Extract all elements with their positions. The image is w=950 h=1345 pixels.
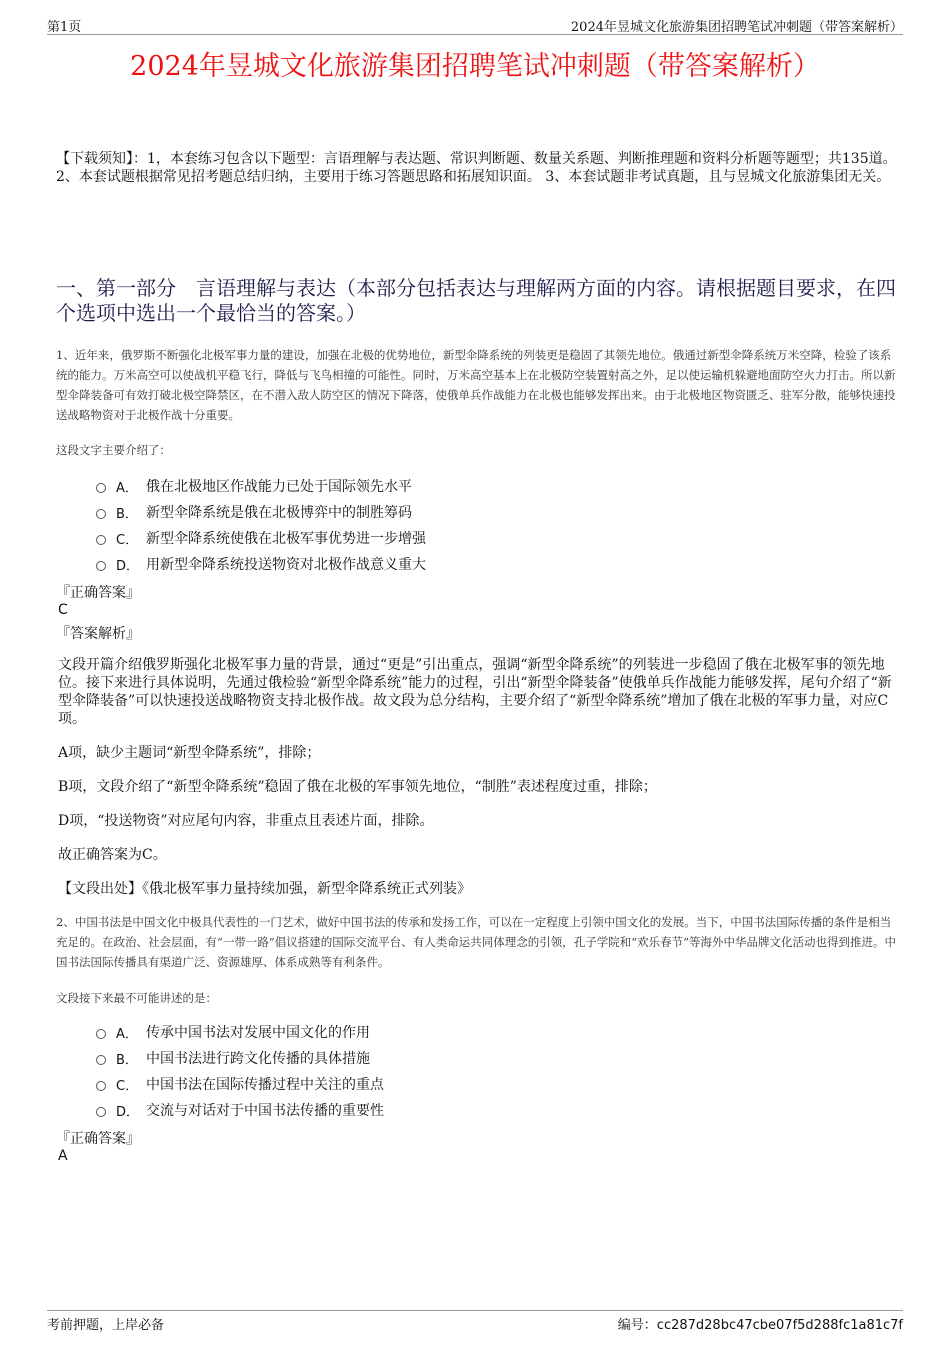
question-2-option-c[interactable]	[96, 1074, 384, 1094]
option-text: 新型伞降系统是俄在北极博弈中的制胜筹码	[146, 505, 412, 521]
option-letter: C．	[116, 1078, 139, 1094]
option-text: 交流与对话对于中国书法传播的重要性	[146, 1103, 384, 1119]
question-2-passage: 2、中国书法是中国文化中极具代表性的一门艺术，做好中国书法的传承和发扬工作，可以在一定程度上引领中国文化的发展。当下，中国书法国际传播的条件是相当充足的。在政治、社会层面，有“一带一路”倡议搭建的国际交流平台、有人类命运共同体理念的引领，孔子学院和“欢乐春节”等海外中华品牌文化活动也得到推进。中国书法国际传播具有渠道广泛、资源雄厚、体系成熟等有利条件。	[56, 915, 897, 969]
footer-code-value: cc287d28bc47cbe07f5d288fc1a81c7f	[656, 1318, 903, 1333]
analysis-option-b: B项，文段介绍了“新型伞降系统”稳固了俄在北极的军事领先地位，“制胜”表述程度过重，排除；	[58, 779, 657, 795]
question-1-option-c[interactable]	[96, 528, 426, 548]
header-divider	[47, 34, 903, 35]
radio-icon[interactable]	[96, 535, 106, 545]
radio-icon[interactable]	[96, 509, 106, 519]
option-letter: B．	[116, 1052, 138, 1068]
option-text: 新型伞降系统使俄在北极军事优势进一步增强	[146, 531, 426, 547]
question-2-prompt: 文段接下来最不可能讲述的是：	[56, 991, 217, 1005]
document-title: 2024年昱城文化旅游集团招聘笔试冲刺题（带答案解析）	[130, 51, 820, 82]
option-letter: A．	[116, 1026, 138, 1042]
answer-analysis-label: 『答案解析』	[56, 626, 140, 642]
radio-icon[interactable]	[96, 483, 106, 493]
analysis-conclusion: 故正确答案为C。	[58, 847, 167, 863]
radio-icon[interactable]	[96, 561, 106, 571]
footer-code	[618, 1314, 903, 1333]
passage-source: 【文段出处】《俄北极军事力量持续加强，新型伞降系统正式列装》	[58, 881, 471, 897]
question-2-option-d[interactable]	[96, 1100, 384, 1120]
radio-icon[interactable]	[96, 1107, 106, 1117]
option-text: 俄在北极地区作战能力已处于国际领先水平	[146, 479, 412, 495]
footer-divider	[47, 1310, 903, 1311]
question-2-option-a[interactable]	[96, 1022, 370, 1042]
analysis-option-a: A项，缺少主题词“新型伞降系统”，排除；	[58, 745, 321, 761]
analysis-option-d: D项，“投送物资”对应尾句内容，非重点且表述片面，排除。	[58, 813, 434, 829]
running-header-title: 2024年昱城文化旅游集团招聘笔试冲刺题（带答案解析）	[570, 20, 903, 35]
radio-icon[interactable]	[96, 1081, 106, 1091]
question-1-option-a[interactable]	[96, 476, 412, 496]
correct-answer: A	[58, 1148, 68, 1164]
footer-code-label: 编号：	[617, 1318, 657, 1333]
footer-slogan: 考前押题，上岸必备	[47, 1318, 165, 1333]
page-number: 第1页	[47, 20, 82, 35]
option-text: 中国书法在国际传播过程中关注的重点	[146, 1077, 384, 1093]
option-text: 用新型伞降系统投送物资对北极作战意义重大	[146, 557, 426, 573]
option-text: 中国书法进行跨文化传播的具体措施	[146, 1051, 370, 1067]
option-letter: A．	[116, 480, 138, 496]
radio-icon[interactable]	[96, 1055, 106, 1065]
question-2-option-b[interactable]	[96, 1048, 370, 1068]
correct-answer-label: 『正确答案』	[56, 585, 140, 601]
download-notice: 【下载须知】：1，本套练习包含以下题型：言语理解与表达题、常识判断题、数量关系题、判断推理题和资料分析题等题型；共135道。 2、本套试题根据常见招考题总结归纳，主要用于练习答题思路和拓展知识面。 3、本套试题非考试真题，且与昱城文化旅游集团无关。	[56, 151, 897, 185]
section-heading: 一、第一部分 言语理解与表达（本部分包括表达与理解两方面的内容。请根据题目要求，在四个选项中选出一个最恰当的答案。）	[56, 276, 896, 325]
option-letter: C．	[116, 532, 139, 548]
option-text: 传承中国书法对发展中国文化的作用	[146, 1025, 370, 1041]
correct-answer: C	[58, 602, 68, 618]
option-letter: D．	[116, 1104, 140, 1120]
analysis-paragraph: 文段开篇介绍俄罗斯强化北极军事力量的背景，通过“更是”引出重点，强调“新型伞降系统”的列装进一步稳固了俄在北极军事的领先地位。接下来进行具体说明，先通过俄检验“新型伞降系统”能力的过程，引出“新型伞降装备”使俄单兵作战能力能够发挥，尾句介绍了“新型伞降装备”可以快速投送战略物资支持北极作战。故文段为总分结构，主要介绍了“新型伞降系统”增加了俄在北极的军事力量，对应C项。	[58, 657, 892, 727]
question-1-passage: 1、近年来，俄罗斯不断强化北极军事力量的建设，加强在北极的优势地位，新型伞降系统的列装更是稳固了其领先地位。俄通过新型伞降系统万米空降，检验了该系统的能力。万米高空可以使战机平稳飞行，降低与飞鸟相撞的可能性。同时，万米高空基本上在北极防空装置射高之外，足以使运输机躲避地面防空火力打击。所以新型伞降装备可有效打破北极空降禁区，在不潜入敌人防空区的情况下降落，使俄单兵作战能力在北极也能够发挥出来。由于北极地区物资匮乏、驻军分散，能够快速投送战略物资对于北极作战十分重要。	[56, 348, 896, 422]
question-1-option-d[interactable]	[96, 554, 426, 574]
option-letter: B．	[116, 506, 138, 522]
option-letter: D．	[116, 558, 140, 574]
correct-answer-label: 『正确答案』	[56, 1131, 140, 1147]
question-1-option-b[interactable]	[96, 502, 412, 522]
question-1-prompt: 这段文字主要介绍了：	[56, 443, 171, 457]
radio-icon[interactable]	[96, 1029, 106, 1039]
